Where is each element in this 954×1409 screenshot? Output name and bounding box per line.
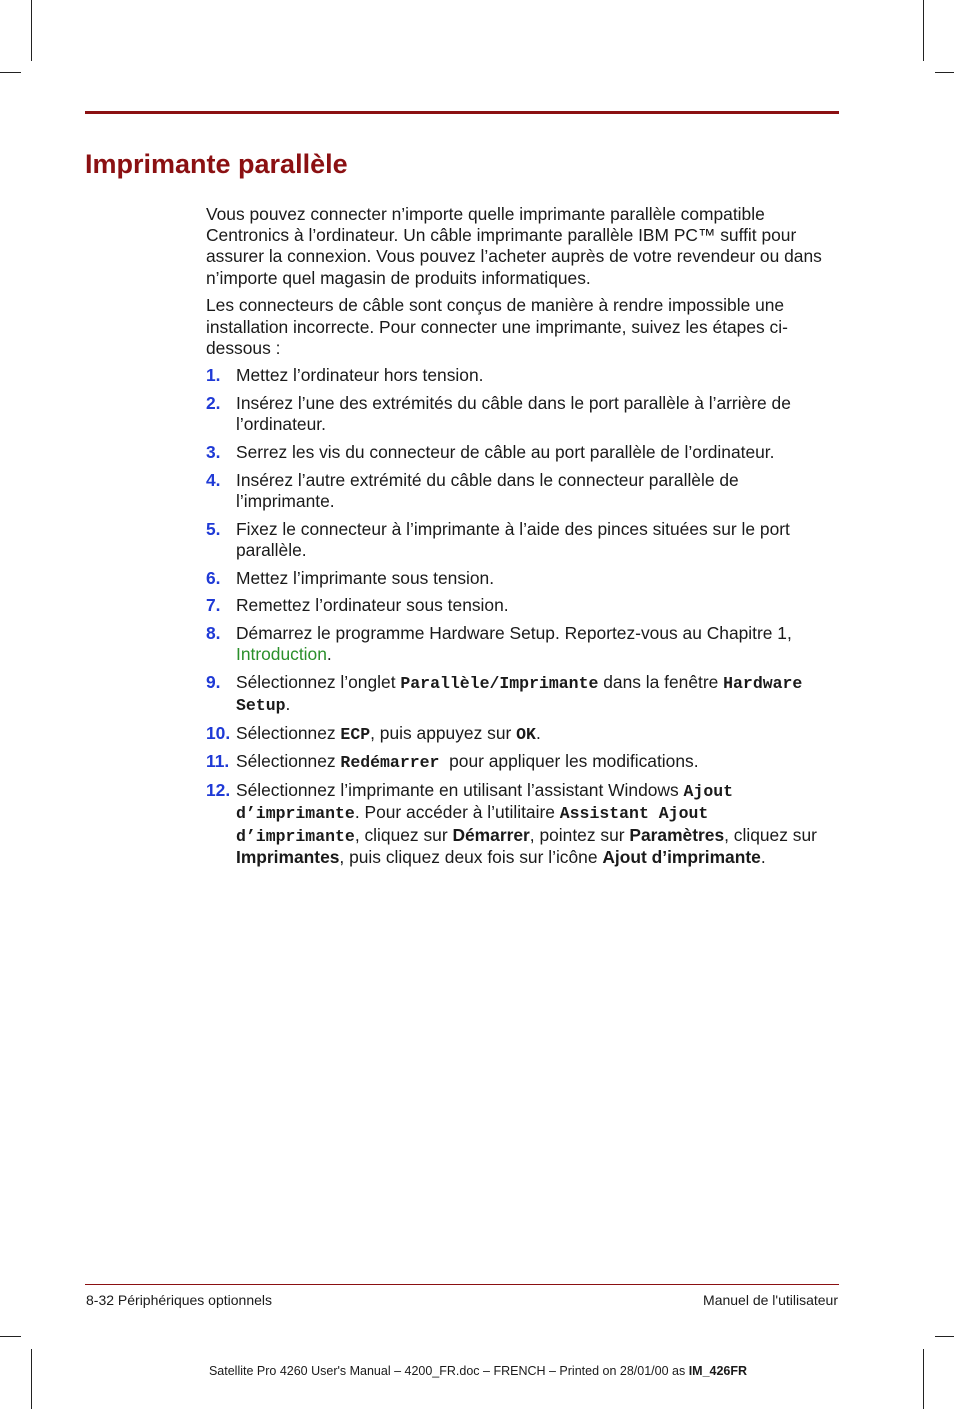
crop-mark [923,1349,924,1409]
crop-mark [935,72,954,73]
step-text: Insérez l’une des extrémités du câble dans le port parallèle à l’arrière de l’ordinateur. [236,393,791,435]
list-item [206,723,834,745]
code-term: Assistant Ajout d’imprimante [236,804,709,846]
introduction-link[interactable]: Introduction [236,644,327,665]
list-item [206,595,834,616]
step-text-part: pour appliquer les modifications. [439,751,699,772]
step-text-part: Sélectionnez l’onglet [236,671,401,692]
code-term: ECP [340,724,371,744]
header-rule [85,111,839,114]
step-text: Mettez l’ordinateur hors tension. [236,365,484,386]
list-item [206,365,834,386]
crop-mark [0,1336,21,1337]
code-term: Redémarrer [340,753,440,773]
step-text [236,672,802,714]
crop-mark [0,72,21,73]
step-number: 11. [206,751,230,772]
step-text-part: Sélectionnez [236,722,341,743]
step-text [236,751,699,771]
step-number: 3. [206,442,221,463]
list-item [206,470,834,512]
footer-page-label: 8-32 Périphériques optionnels [86,1292,273,1308]
list-item [206,780,834,868]
list-item [206,751,834,773]
list-item [206,672,834,716]
step-text-part: , puis cliquez deux fois sur l’icône [339,846,603,867]
print-info-id: IM_426FR [688,1364,748,1378]
crop-mark [31,0,32,61]
step-text: Fixez le connecteur à l’imprimante à l’aide des pinces situées sur le port parallèle. [236,518,790,560]
step-text-part: dans la fenêtre [598,671,724,692]
step-number: 1. [206,365,221,386]
step-text-part: . [535,722,541,743]
ui-term: Ajout d’imprimante [602,846,761,867]
step-text-part: , cliquez sur [354,824,453,845]
code-term: Parallèle/Imprimante [400,673,599,693]
step-number: 2. [206,393,221,414]
step-text [236,623,792,664]
footer-manual-title: Manuel de l'utilisateur [703,1292,838,1308]
step-number: 6. [206,567,221,588]
step-text-part: . [760,846,766,867]
ui-term: Imprimantes [236,846,340,867]
code-term: OK [516,724,536,744]
step-text [236,723,541,743]
step-number: 12. [206,780,231,801]
ui-term: Démarrer [452,824,530,845]
crop-mark [31,1349,32,1409]
print-info-text: Satellite Pro 4260 User's Manual – 4200_FR.doc – FRENCH – Printed on 28/01/00 as [208,1364,689,1378]
step-text-part: Démarrez le programme Hardware Setup. Reportez-vous au Chapitre 1, [236,622,792,643]
list-item [206,568,834,589]
step-text: Insérez l’autre extrémité du câble dans le connecteur parallèle de l’imprimante. [236,469,739,511]
step-text [236,780,817,867]
step-number: 8. [206,622,221,643]
intro-paragraph: Vous pouvez connecter n’importe quelle imprimante parallèle compatible Centronics à l’ordinateur. Un câble imprimante parallèle IBM PC™ suffit pour assurer la connexion. Vous pouvez l’acheter auprès de votre revendeur ou dans n’importe quel magasin de produits informatiques. [206,204,822,288]
step-text: Mettez l’imprimante sous tension. [236,567,495,588]
code-term: Ajout d’imprimante [236,782,734,824]
list-item [206,519,834,561]
step-text: Serrez les vis du connecteur de câble au port parallèle de l’ordinateur. [236,442,775,463]
list-item [206,623,834,665]
footer-rule [85,1284,839,1285]
step-number: 4. [206,469,221,490]
step-text-part: Sélectionnez [236,751,341,772]
step-text-part: . [326,644,332,665]
step-text-part: Sélectionnez l’imprimante en utilisant l’assistant Windows [236,780,684,801]
instructions-paragraph: Les connecteurs de câble sont conçus de manière à rendre impossible une installation incorrecte. Pour connecter une imprimante, suivez les étapes ci-dessous : [206,295,788,358]
step-number: 9. [206,671,221,692]
step-text-part: , cliquez sur [724,824,817,845]
print-info [0,1364,954,1379]
crop-mark [935,1336,954,1337]
list-item [206,442,834,463]
crop-mark [923,0,924,61]
main-content [206,204,834,874]
step-number: 10. [206,722,231,743]
page-title: Imprimante parallèle [85,149,348,179]
step-text-part: . [285,694,291,715]
steps-list [206,365,834,868]
code-term: Hardware Setup [236,673,803,716]
step-number: 5. [206,518,221,539]
step-number: 7. [206,595,221,616]
list-item [206,393,834,435]
step-text-part: , puis appuyez sur [370,722,517,743]
ui-term: Paramètres [629,824,725,845]
step-text-part: . Pour accéder à l’utilitaire [354,802,560,823]
step-text: Remettez l’ordinateur sous tension. [236,595,509,616]
step-text-part: , pointez sur [529,824,630,845]
